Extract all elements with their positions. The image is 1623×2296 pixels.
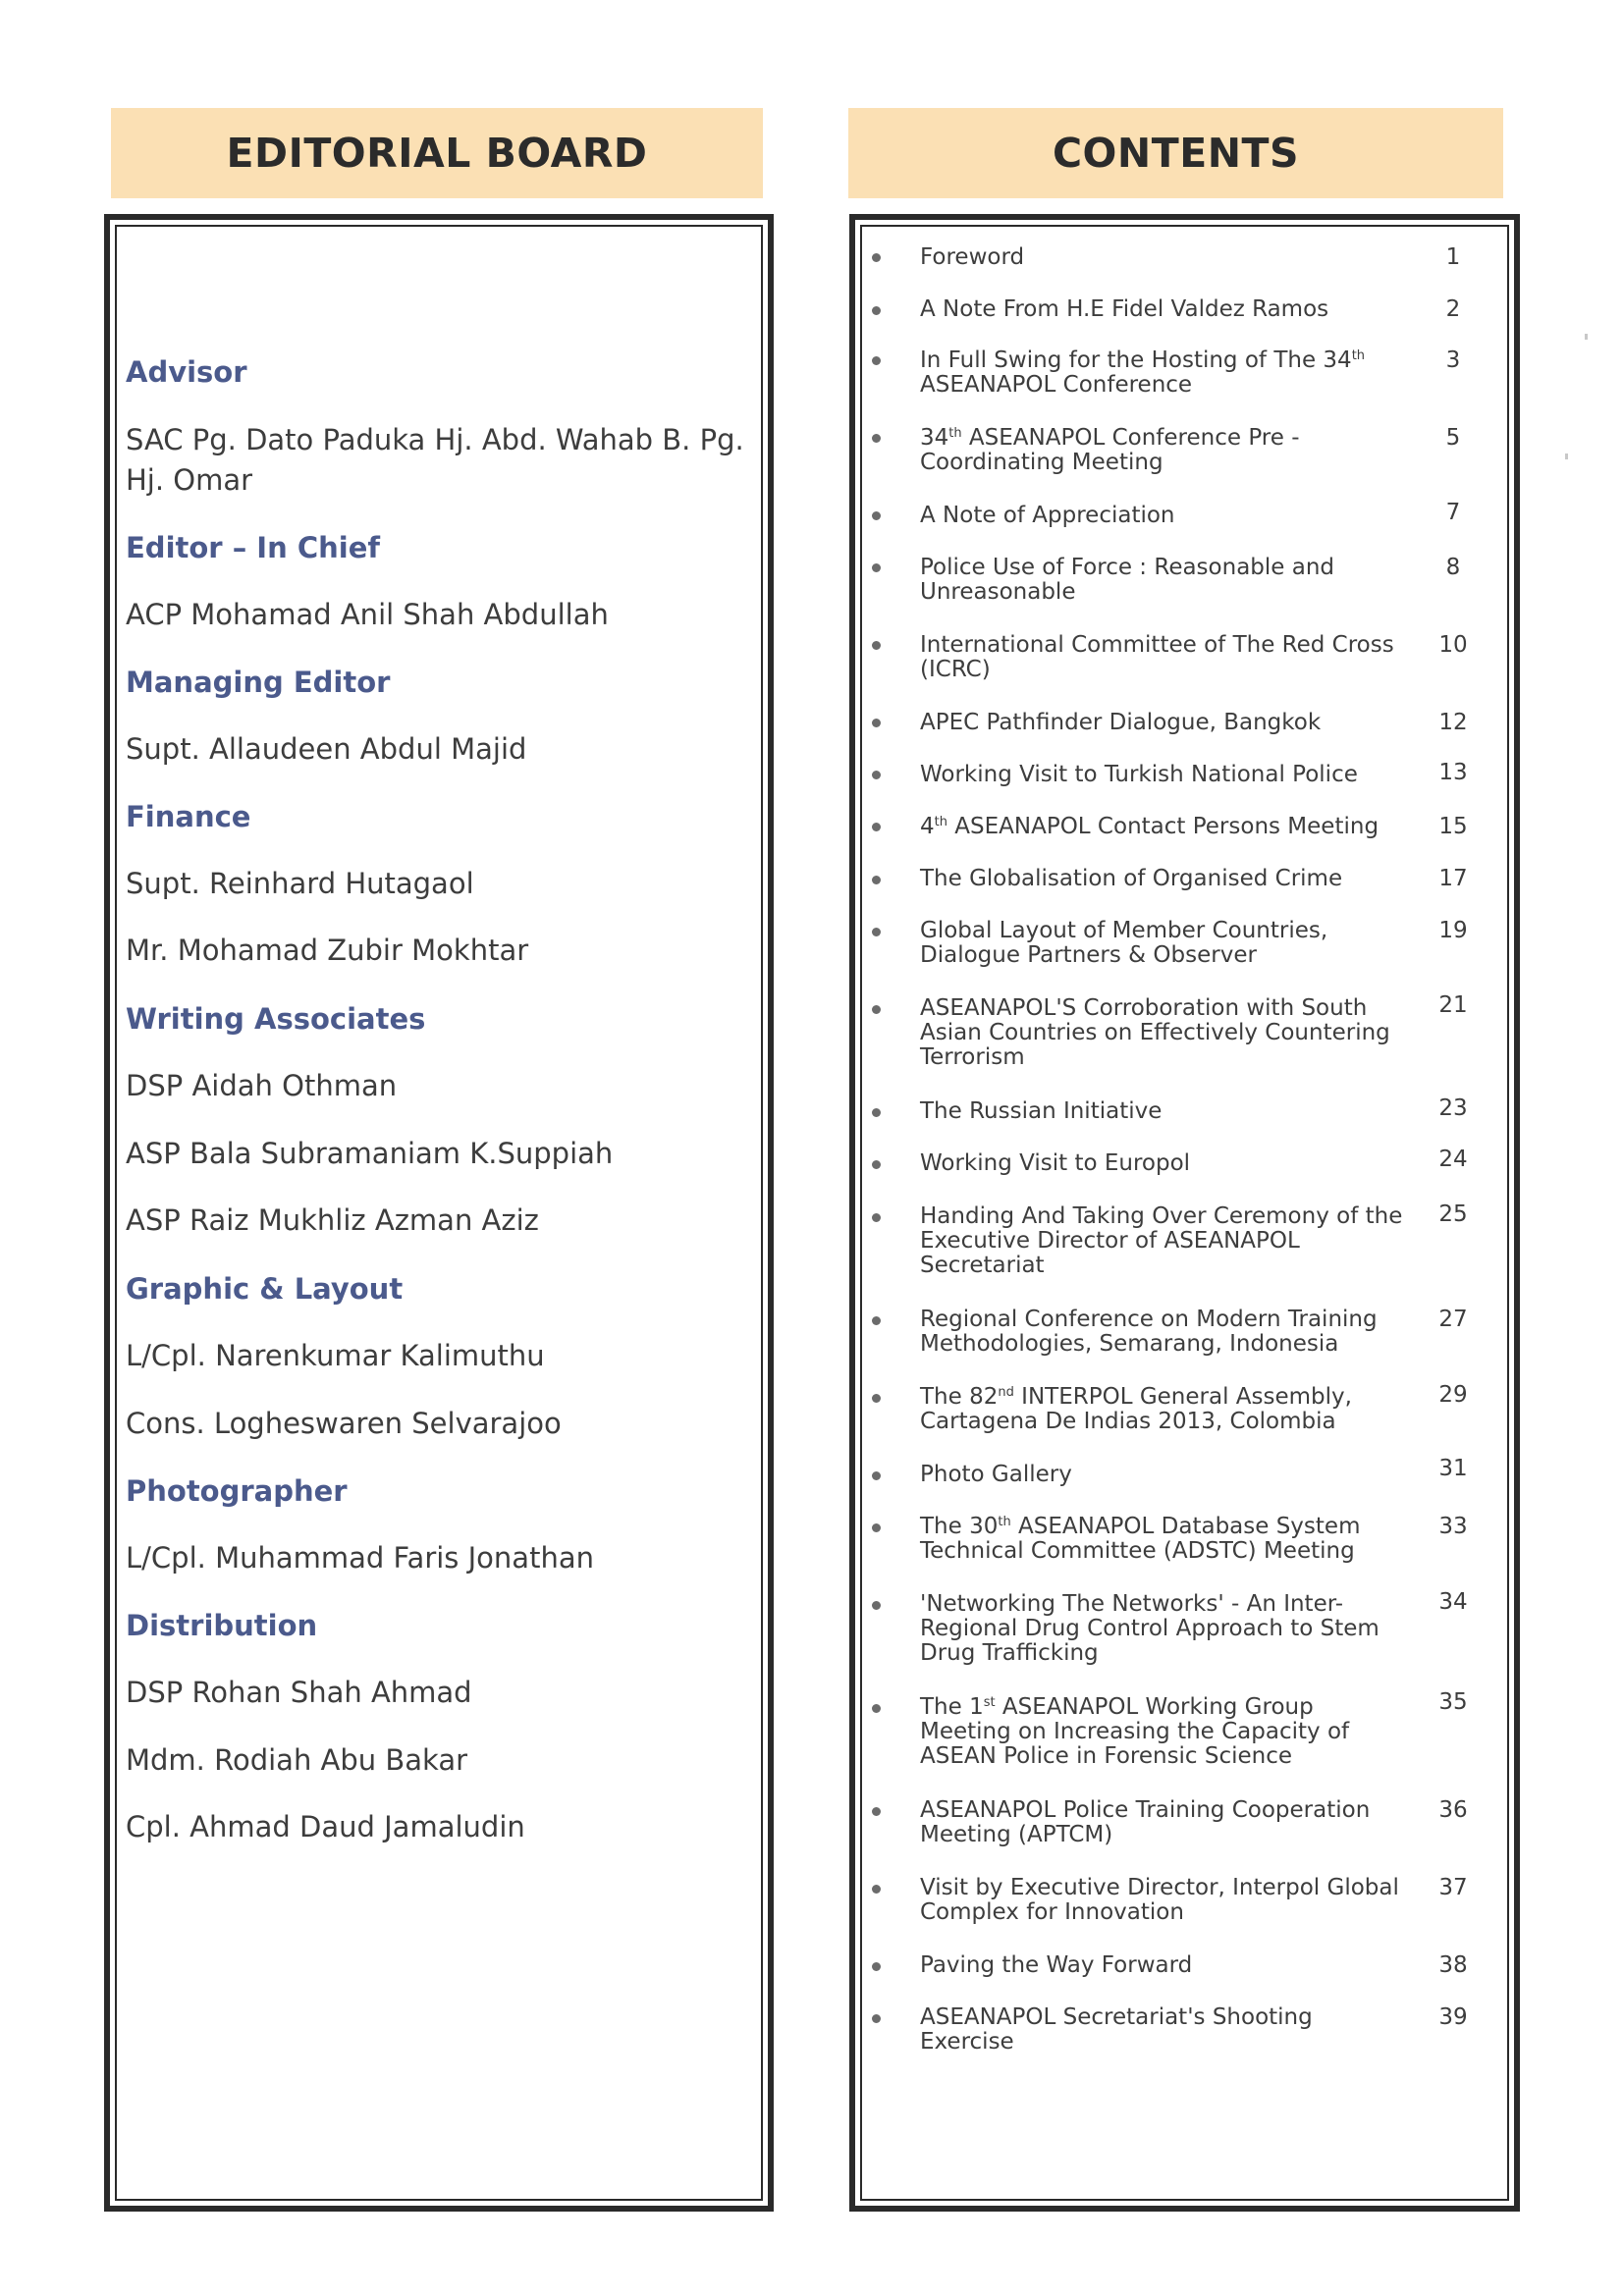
bullet-icon (872, 434, 881, 443)
contents-item-title: Regional Conference on Modern Training Methodologies, Semarang, Indonesia (920, 1307, 1378, 1357)
contents-item-title: Handing And Taking Over Ceremony of the Executive Director of ASEANAPOL Secretariat (920, 1203, 1403, 1278)
contents-item-page: 15 (1438, 814, 1468, 839)
contents-item-title: Photo Gallery (920, 1462, 1072, 1487)
bullet-icon (872, 1807, 881, 1816)
role-distribution: Distribution (126, 1609, 318, 1642)
contents-item-title: The 1st ASEANAPOL Working Group Meeting on Increasing the Capacity of ASEAN Police in Forensic Science (920, 1694, 1350, 1769)
bullet-icon (872, 641, 881, 650)
bullet-icon (872, 823, 881, 831)
contents-item-title: In Full Swing for the Hosting of The 34th ASEANAPOL Conference (920, 347, 1366, 398)
role-editor-in-chief: Editor – In Chief (126, 531, 380, 564)
board-member: Cpl. Ahmad Daud Jamaludin (126, 1810, 525, 1843)
contents-item-page: 8 (1445, 555, 1461, 580)
contents-item-title: The 82nd INTERPOL General Assembly, Cartagena De Indias 2013, Colombia (920, 1384, 1352, 1434)
role-writing-associates: Writing Associates (126, 1002, 426, 1036)
contents-item-title: 34th ASEANAPOL Conference Pre - Coordinating Meeting (920, 425, 1300, 475)
contents-item-page: 2 (1445, 296, 1461, 322)
contents-item-page: 36 (1438, 1797, 1468, 1823)
scan-speck (1585, 334, 1588, 340)
bullet-icon (872, 1885, 881, 1894)
bullet-icon (872, 1005, 881, 1014)
bullet-icon (872, 1394, 881, 1403)
contents-item-page: 29 (1438, 1382, 1468, 1408)
contents-item-title: A Note of Appreciation (920, 503, 1175, 528)
board-member: Mdm. Rodiah Abu Bakar (126, 1743, 468, 1777)
contents-item-page: 25 (1438, 1201, 1468, 1227)
bullet-icon (872, 1213, 881, 1222)
bullet-icon (872, 1704, 881, 1713)
contents-item-title: The Globalisation of Organised Crime (920, 866, 1343, 891)
bullet-icon (872, 306, 881, 315)
bullet-icon (872, 1316, 881, 1325)
contents-item-page: 39 (1438, 2004, 1468, 2030)
contents-item-page: 38 (1438, 1952, 1468, 1978)
contents-item-page: 37 (1438, 1875, 1468, 1900)
bullet-icon (872, 719, 881, 727)
contents-item-page: 10 (1438, 632, 1468, 658)
board-member: DSP Aidah Othman (126, 1069, 398, 1102)
role-photographer: Photographer (126, 1474, 348, 1508)
board-member: L/Cpl. Narenkumar Kalimuthu (126, 1339, 545, 1372)
contents-item-page: 21 (1438, 992, 1468, 1018)
contents-item-page: 7 (1445, 500, 1461, 525)
contents-item-title: A Note From H.E Fidel Valdez Ramos (920, 296, 1329, 322)
contents-item-title: Working Visit to Europol (920, 1150, 1191, 1176)
bullet-icon (872, 1523, 881, 1532)
bullet-icon (872, 771, 881, 779)
role-finance: Finance (126, 800, 251, 833)
role-managing-editor: Managing Editor (126, 666, 391, 699)
board-member: Mr. Mohamad Zubir Mokhtar (126, 934, 529, 967)
board-member: DSP Rohan Shah Ahmad (126, 1676, 472, 1709)
board-member: Supt. Reinhard Hutagaol (126, 867, 474, 900)
contents-item-page: 3 (1445, 347, 1461, 373)
contents-item-page: 19 (1438, 918, 1468, 943)
contents-item-title: The 30th ASEANAPOL Database System Technical Committee (ADSTC) Meeting (920, 1514, 1361, 1564)
role-graphic-layout: Graphic & Layout (126, 1272, 404, 1306)
contents-item-title: 4th ASEANAPOL Contact Persons Meeting (920, 814, 1380, 839)
bullet-icon (872, 1160, 881, 1169)
bullet-icon (872, 928, 881, 936)
bullet-icon (872, 876, 881, 884)
contents-item-title: APEC Pathfinder Dialogue, Bangkok (920, 710, 1322, 735)
board-member: SAC Pg. Dato Paduka Hj. Abd. Wahab B. Pg. Hj. Omar (126, 423, 744, 497)
board-member: L/Cpl. Muhammad Faris Jonathan (126, 1541, 594, 1575)
bullet-icon (872, 563, 881, 572)
contents-item-title: Global Layout of Member Countries, Dialogue Partners & Observer (920, 918, 1328, 968)
contents-item-page: 23 (1438, 1095, 1468, 1121)
contents-item-page: 12 (1438, 710, 1468, 735)
bullet-icon (872, 1962, 881, 1971)
contents-item-title: 'Networking The Networks' - An Inter-Regional Drug Control Approach to Stem Drug Trafficking (920, 1591, 1380, 1666)
bullet-icon (872, 356, 881, 365)
board-member: Supt. Allaudeen Abdul Majid (126, 732, 527, 766)
contents-item-title: Working Visit to Turkish National Police (920, 762, 1358, 787)
contents-item-title: The Russian Initiative (920, 1098, 1163, 1124)
contents-item-page: 34 (1438, 1589, 1468, 1615)
contents-item-page: 31 (1438, 1456, 1468, 1481)
contents-item-page: 5 (1445, 425, 1461, 451)
bullet-icon (872, 1471, 881, 1480)
editorial-board-heading: EDITORIAL BOARD (111, 108, 763, 198)
contents-item-page: 35 (1438, 1689, 1468, 1715)
bullet-icon (872, 253, 881, 262)
bullet-icon (872, 511, 881, 520)
scan-speck (1565, 454, 1568, 459)
contents-item-title: ASEANAPOL Police Training Cooperation Meeting (APTCM) (920, 1797, 1371, 1847)
bullet-icon (872, 2014, 881, 2023)
contents-item-title: Paving the Way Forward (920, 1952, 1193, 1978)
bullet-icon (872, 1601, 881, 1610)
role-advisor: Advisor (126, 355, 247, 389)
contents-item-page: 24 (1438, 1147, 1468, 1172)
contents-item-page: 33 (1438, 1514, 1468, 1539)
contents-item-title: International Committee of The Red Cross (ICRC) (920, 632, 1394, 682)
contents-item-page: 13 (1438, 760, 1468, 785)
contents-item-title: ASEANAPOL Secretariat's Shooting Exercise (920, 2004, 1313, 2055)
contents-item-page: 1 (1445, 244, 1461, 270)
contents-item-page: 27 (1438, 1307, 1468, 1332)
board-member: ACP Mohamad Anil Shah Abdullah (126, 598, 609, 631)
contents-item-title: Foreword (920, 244, 1025, 270)
contents-item-title: ASEANAPOL'S Corroboration with South Asian Countries on Effectively Countering Terrorism (920, 995, 1390, 1070)
bullet-icon (872, 1108, 881, 1117)
contents-item-title: Police Use of Force : Reasonable and Unreasonable (920, 555, 1335, 605)
contents-item-page: 17 (1438, 866, 1468, 891)
board-member: Cons. Logheswaren Selvarajoo (126, 1407, 562, 1440)
contents-item-title: Visit by Executive Director, Interpol Global Complex for Innovation (920, 1875, 1399, 1925)
board-member: ASP Raiz Mukhliz Azman Aziz (126, 1203, 539, 1237)
board-member: ASP Bala Subramaniam K.Suppiah (126, 1137, 614, 1170)
contents-heading: CONTENTS (848, 108, 1503, 198)
